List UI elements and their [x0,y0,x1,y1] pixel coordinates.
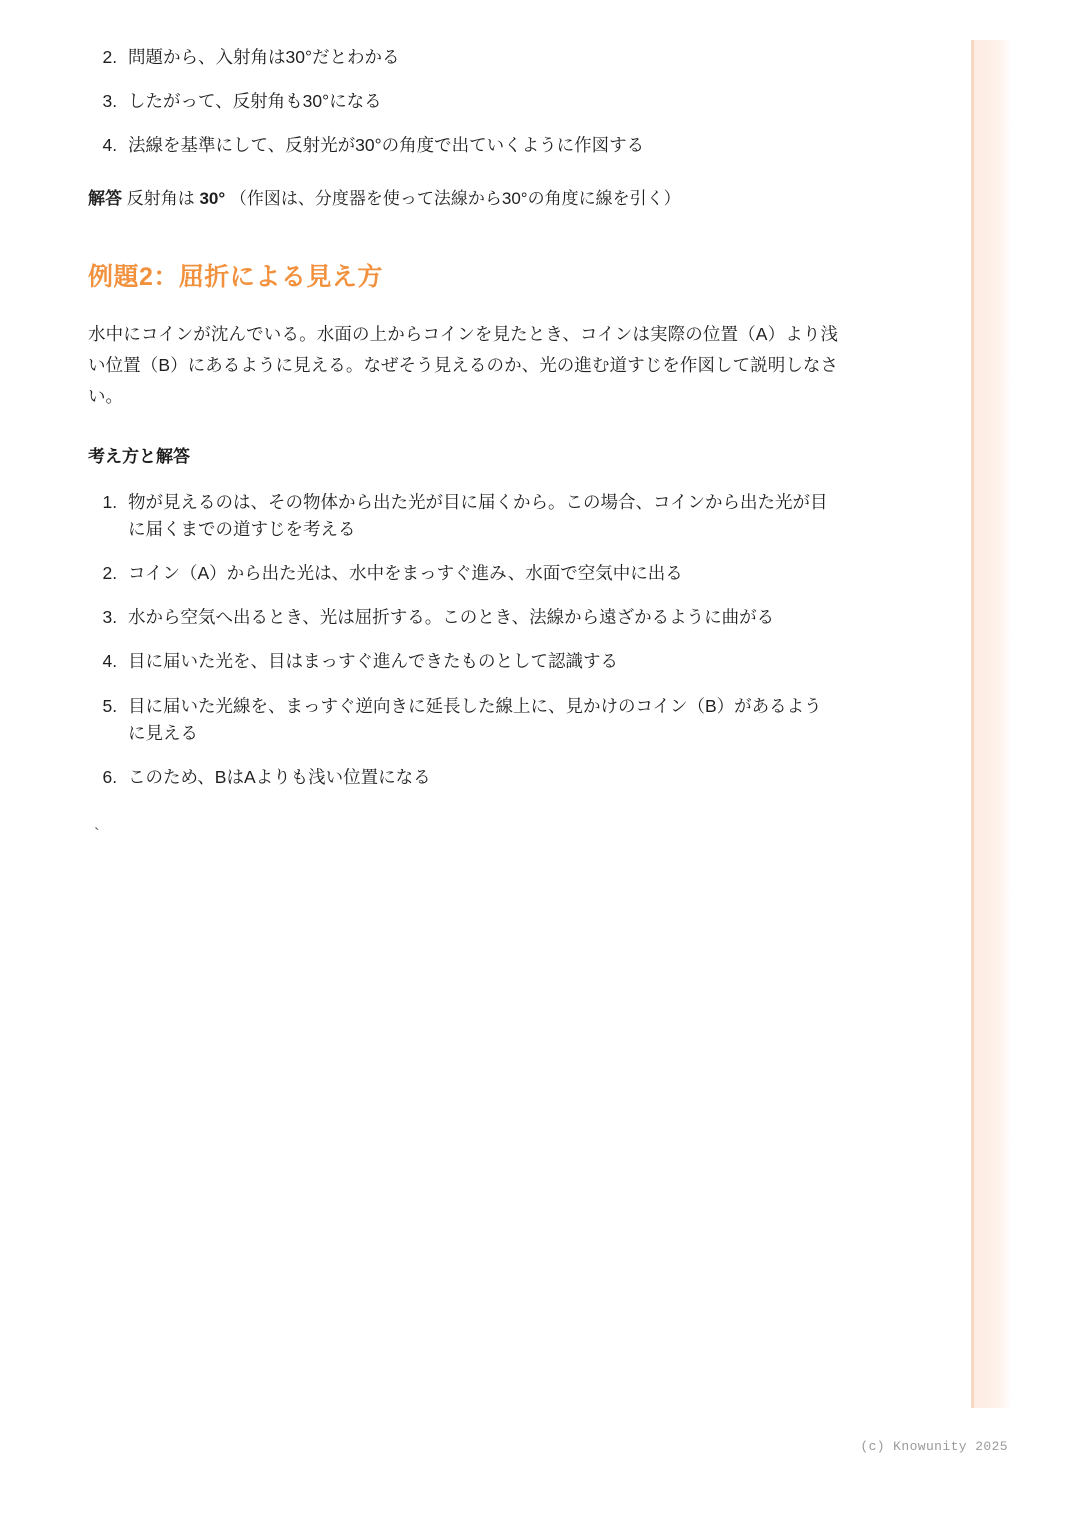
answer-line [88,185,838,212]
copyright-footer: (c) Knowunity 2025 [860,1439,1008,1454]
document-content [88,44,838,845]
answer-label: 解答 [88,189,122,209]
decorative-side-band [974,40,1012,1408]
list-item: 4. 目に届いた光を、目はまっすぐ進んできたものとして認識する [122,648,838,675]
section-title: 例題2：屈折による見え方 [88,262,383,291]
refraction-steps-list [88,489,838,791]
list-item: 3. 水から空気へ出るとき、光は屈折する。このとき、法線から遠ざかるように曲がる [122,604,838,631]
answer-text-before: 反射角は [122,189,200,209]
answer-value: 30° [199,189,226,209]
problem-statement: 水中にコインが沈んでいる。水面の上からコインを見たとき、コインは実際の位置（A）より浅い位置（B）にあるように見える。なぜそう見えるのか、光の進む道すじを作図して説明しなさい。 [88,323,838,406]
list-item: 4. 法線を基準にして、反射光が30°の角度で出ていくように作図する [122,132,838,159]
list-item: 3. したがって、反射角も30°になる [122,88,838,115]
list-item: 2. 問題から、入射角は30°だとわかる [122,44,838,71]
list-item: 6. このため、BはAよりも浅い位置になる [122,764,838,791]
approach-heading: 考え方と解答 [88,446,190,466]
decorative-side-band-edge [971,40,974,1408]
list-item: 2. コイン（A）から出た光は、水中をまっすぐ進み、水面で空気中に出る [122,560,838,587]
stray-mark: ` [94,824,100,844]
answer-text-after: （作図は、分度器を使って法線から30°の角度に線を引く） [225,189,681,209]
list-item: 5. 目に届いた光線を、まっすぐ逆向きに延長した線上に、見かけのコイン（B）があるように見える [122,693,838,747]
list-item: 1. 物が見えるのは、その物体から出た光が目に届くから。この場合、コインから出た光が目に届くまでの道すじを考える [122,489,838,543]
reflection-steps-list [88,44,838,159]
